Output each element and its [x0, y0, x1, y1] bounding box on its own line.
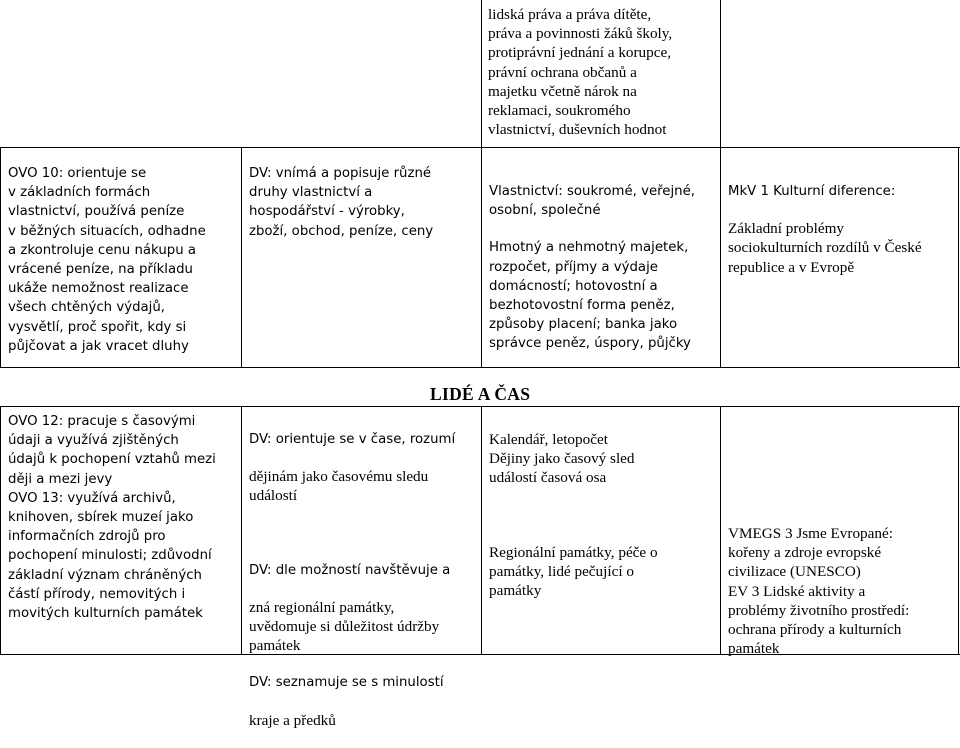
table-border-col2-left-row1	[241, 147, 242, 367]
table-border-right-row1	[958, 147, 959, 367]
ownership-types-text: Vlastnictví: soukromé, veřejné, osobní, společné	[489, 184, 696, 219]
row1-outcome-ovo10: OVO 10: orientuje se v základních formách vlastnictví, používá peníze v běžných situacích, odhadne a zkontroluje cenu nákupu a vrácené peníze, na příkladu ukáže nemožnost realizace všech chtěných výdajů, vysvětlí, proč spořit, kdy si půjčovat a jak vracet dluhy	[8, 166, 206, 354]
row2-content-calendar-monuments	[485, 412, 719, 618]
row1-content-ownership	[485, 164, 719, 372]
dv-monuments-heading: DV: dle možností navštěvuje a	[249, 562, 451, 578]
vmegs-ev-text: VMEGS 3 Jsme Evropané: kořeny a zdroje evropské civilizace (UNESCO) EV 3 Lidské aktivity a problémy životního prostředí: ochrana přírody a kulturních památek	[728, 525, 910, 658]
table-border-right-row2	[958, 406, 959, 654]
dv-region-text: kraje a předků	[249, 711, 336, 729]
row2-crosscutting-vmegs-ev	[724, 412, 958, 676]
row1-crosscutting-mkv	[724, 164, 958, 295]
regional-monuments-text: Regionální památky, péče o památky, lidé pečující o památky	[489, 543, 658, 600]
mkv-title: MkV 1 Kulturní diference:	[728, 184, 896, 199]
section-heading-lide-a-cas: LIDÉ A ČAS	[430, 384, 531, 404]
row2-outcomes-ovo12-ovo13: OVO 12: pracuje s časovými údaji a využívá zjištěných údajů k pochopení vztahů mezi ději a mezi jevy OVO 13: využívá archivů, knihoven, sbírek muzeí jako informačních zdrojů pro pochopení minulosti; zdůvodní základní význam chráněných částí přírody, nemovitých i movitých kulturních památek	[8, 414, 216, 622]
table-border-col3-left-row2	[481, 406, 482, 654]
table-border-row1-top	[0, 147, 960, 148]
table-border-col3-left-row1	[481, 147, 482, 367]
top-cell-rights-text: lidská práva a práva dítěte, práva a povinnosti žáků školy, protiprávní jednání a korupce, právní ochrana občanů a majetku včetně nárok na reklamaci, soukromého vlastnictví, duševních hodnot	[488, 6, 673, 139]
dv-time-heading: DV: orientuje se v čase, rozumí	[249, 432, 456, 447]
table-border-row1-bottom	[0, 367, 960, 368]
dv-region-heading: DV: seznamuje se s minulostí	[249, 675, 444, 691]
table-border-col4-left-row1	[720, 147, 721, 367]
table-border-col4-left-row2	[720, 406, 721, 654]
table-border-col3-left-top	[481, 0, 482, 147]
table-border-col2-left-row2	[241, 406, 242, 654]
calendar-text: Kalendář, letopočet Dějiny jako časový sled událostí časová osa	[489, 431, 635, 487]
table-border-left-row1	[0, 147, 1, 367]
dv-time-text: dějinám jako časovému sledu událostí	[249, 468, 429, 505]
table-border-col4-left-top	[720, 0, 721, 147]
mkv-description: Základní problémy sociokulturních rozdílů v České republice a v Evropě	[728, 220, 922, 276]
table-border-row2-top	[0, 406, 960, 407]
dv-monuments-text: zná regionální památky, uvědomuje si důležitost údržby památek	[249, 598, 440, 655]
row2-dv-time-monuments	[245, 412, 479, 748]
row1-dv-ownership: DV: vnímá a popisuje různé druhy vlastnictví a hospodářství - výrobky, zboží, obchod, peníze, ceny	[249, 166, 434, 239]
table-border-left-row2	[0, 406, 1, 654]
property-budget-text: Hmotný a nehmotný majetek, rozpočet, příjmy a výdaje domácností; hotovostní a bezhotovostní forma peněz, způsoby placení; banka jako správce peněz, úspory, půjčky	[489, 240, 691, 352]
